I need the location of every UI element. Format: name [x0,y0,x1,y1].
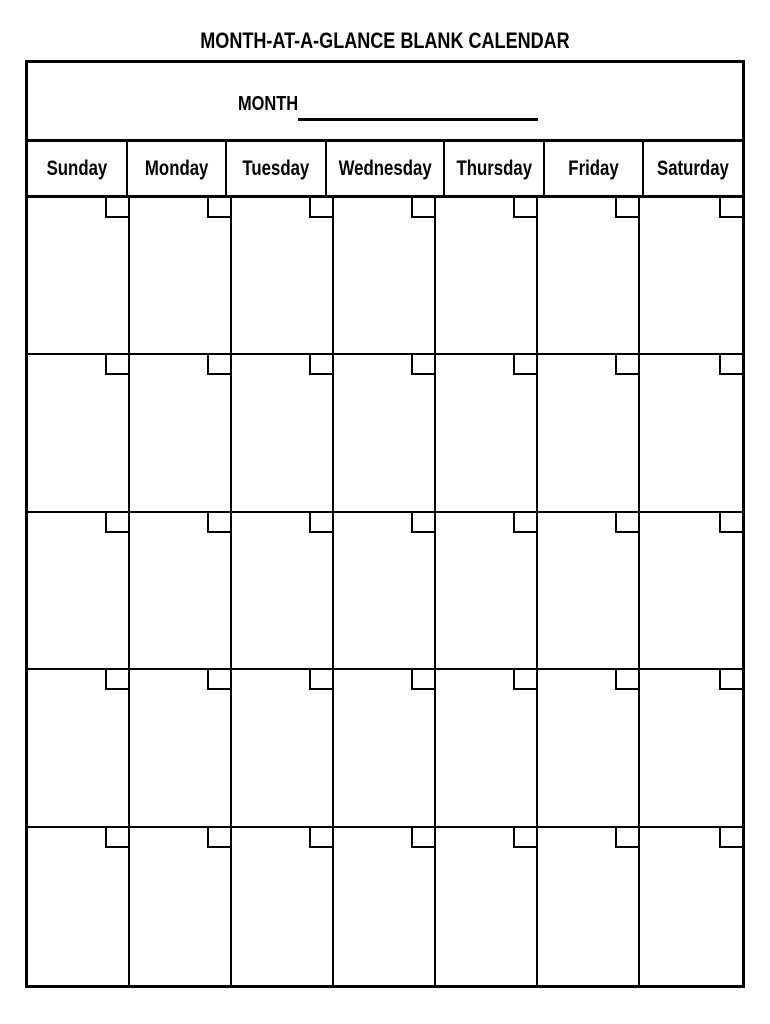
day-grid [28,198,742,985]
month-label: MONTH [238,93,299,115]
day-cell[interactable] [334,355,436,512]
day-cell[interactable] [640,513,742,670]
date-number-box[interactable] [615,198,639,218]
date-number-box[interactable] [719,355,743,375]
date-number-box[interactable] [719,198,743,218]
date-number-box[interactable] [615,513,639,533]
day-cell[interactable] [436,828,538,985]
day-cell[interactable] [538,828,640,985]
weekday-label: Saturday [657,156,730,180]
day-cell[interactable] [436,355,538,512]
weekday-header-row [28,142,742,198]
day-cell[interactable] [28,828,130,985]
month-row [28,63,742,142]
date-number-box[interactable] [207,198,231,218]
date-number-box[interactable] [105,670,129,690]
date-number-box[interactable] [615,355,639,375]
date-number-box[interactable] [105,828,129,848]
date-number-box[interactable] [719,828,743,848]
date-number-box[interactable] [719,670,743,690]
day-cell[interactable] [130,670,232,827]
date-number-box[interactable] [309,670,333,690]
day-cell[interactable] [640,355,742,512]
weekday-header-sunday [28,142,128,195]
date-number-box[interactable] [719,513,743,533]
day-cell[interactable] [538,198,640,355]
day-cell[interactable] [334,828,436,985]
day-cell[interactable] [232,355,334,512]
day-cell[interactable] [334,198,436,355]
day-cell[interactable] [232,198,334,355]
date-number-box[interactable] [513,828,537,848]
day-cell[interactable] [436,670,538,827]
date-number-box[interactable] [309,355,333,375]
weekday-label: Friday [568,156,619,180]
date-number-box[interactable] [411,828,435,848]
day-cell[interactable] [436,513,538,670]
day-cell[interactable] [640,828,742,985]
day-cell[interactable] [334,513,436,670]
date-number-box[interactable] [309,513,333,533]
date-number-box[interactable] [309,828,333,848]
weekday-header-wednesday [327,142,445,195]
weekday-header-saturday [644,142,742,195]
date-number-box[interactable] [105,513,129,533]
day-cell[interactable] [130,513,232,670]
weekday-label: Monday [144,156,209,180]
day-cell[interactable] [436,198,538,355]
day-cell[interactable] [232,513,334,670]
month-fill-line[interactable] [298,118,538,121]
date-number-box[interactable] [513,198,537,218]
date-number-box[interactable] [411,513,435,533]
day-cell[interactable] [28,355,130,512]
day-cell[interactable] [538,355,640,512]
day-cell[interactable] [130,198,232,355]
date-number-box[interactable] [513,670,537,690]
date-number-box[interactable] [309,198,333,218]
weekday-label: Tuesday [242,156,310,180]
weekday-label: Sunday [46,156,108,180]
day-cell[interactable] [334,670,436,827]
day-cell[interactable] [28,670,130,827]
date-number-box[interactable] [615,828,639,848]
date-number-box[interactable] [513,513,537,533]
date-number-box[interactable] [207,828,231,848]
weekday-label: Thursday [456,156,532,180]
day-cell[interactable] [232,670,334,827]
date-number-box[interactable] [207,355,231,375]
date-number-box[interactable] [105,198,129,218]
date-number-box[interactable] [411,670,435,690]
weekday-header-tuesday [227,142,327,195]
date-number-box[interactable] [105,355,129,375]
date-number-box[interactable] [411,355,435,375]
date-number-box[interactable] [207,670,231,690]
weekday-header-friday [545,142,645,195]
page-title: MONTH-AT-A-GLANCE BLANK CALENDAR [200,28,570,53]
day-cell[interactable] [28,513,130,670]
date-number-box[interactable] [615,670,639,690]
weekday-label: Wednesday [338,156,432,180]
date-number-box[interactable] [513,355,537,375]
calendar [25,60,745,988]
date-number-box[interactable] [207,513,231,533]
date-number-box[interactable] [411,198,435,218]
weekday-header-monday [128,142,228,195]
weekday-header-thursday [445,142,545,195]
day-cell[interactable] [640,198,742,355]
day-cell[interactable] [538,513,640,670]
day-cell[interactable] [538,670,640,827]
day-cell[interactable] [130,355,232,512]
day-cell[interactable] [232,828,334,985]
day-cell[interactable] [640,670,742,827]
day-cell[interactable] [28,198,130,355]
day-cell[interactable] [130,828,232,985]
